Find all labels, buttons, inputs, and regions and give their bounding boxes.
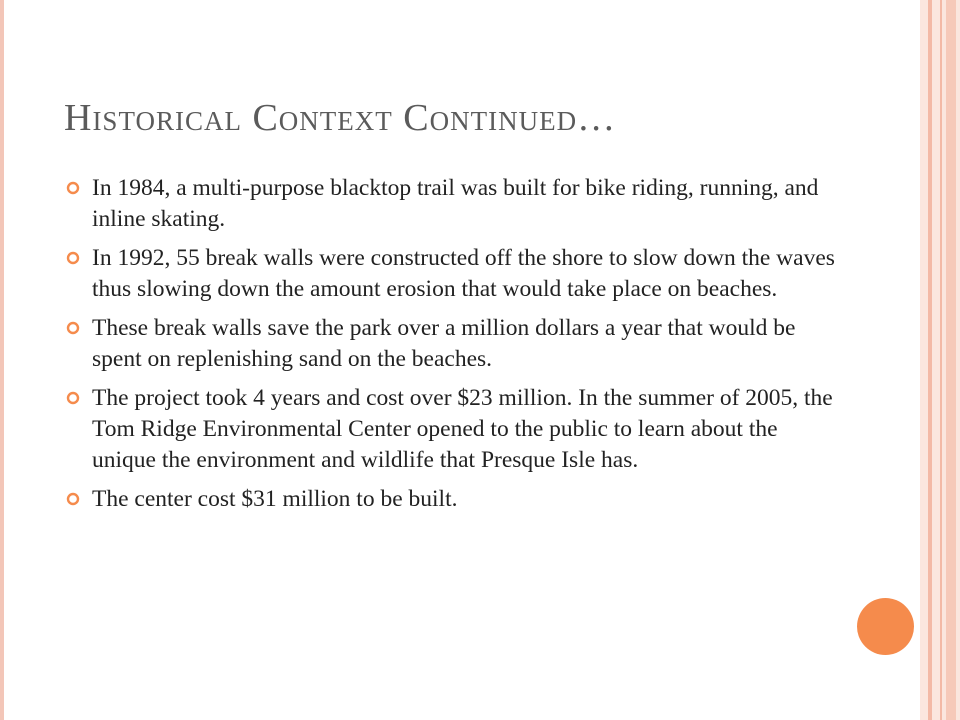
bullet-text: The center cost $31 million to be built. [92,486,458,512]
bullet-text: These break walls save the park over a million dollars a year that would be spent on replenishing sand on the beaches. [92,315,796,372]
bullet-item [66,383,836,476]
bullet-text: In 1984, a multi-purpose blacktop trail was built for bike riding, running, and inline skating. [92,175,819,232]
bullet-circle-icon [66,251,80,265]
bullet-circle-icon [66,181,80,195]
decorative-stripe [956,0,960,720]
bullet-text: The project took 4 years and cost over $23 million. In the summer of 2005, the Tom Ridge Environmental Center opened to the public to learn about the unique the environment and wildlife that Presque Isle has. [92,385,833,473]
bullet-text: In 1992, 55 break walls were constructed off the shore to slow down the waves thus slowing down the amount erosion that would take place on beaches. [92,245,835,302]
bullet-item [66,243,836,305]
decorative-stripe [920,0,928,720]
decorative-stripe [932,0,940,720]
bullet-circle-icon [66,321,80,335]
slide-title: Historical Context Continued… [64,97,617,139]
decorative-orange-circle [857,598,914,655]
bullet-item [66,313,836,375]
decorative-stripe [946,0,956,720]
bullet-circle-icon [66,492,80,506]
bullet-item [66,173,836,235]
bullet-item [66,484,836,515]
bullet-circle-icon [66,391,80,405]
bullet-list [66,173,836,523]
